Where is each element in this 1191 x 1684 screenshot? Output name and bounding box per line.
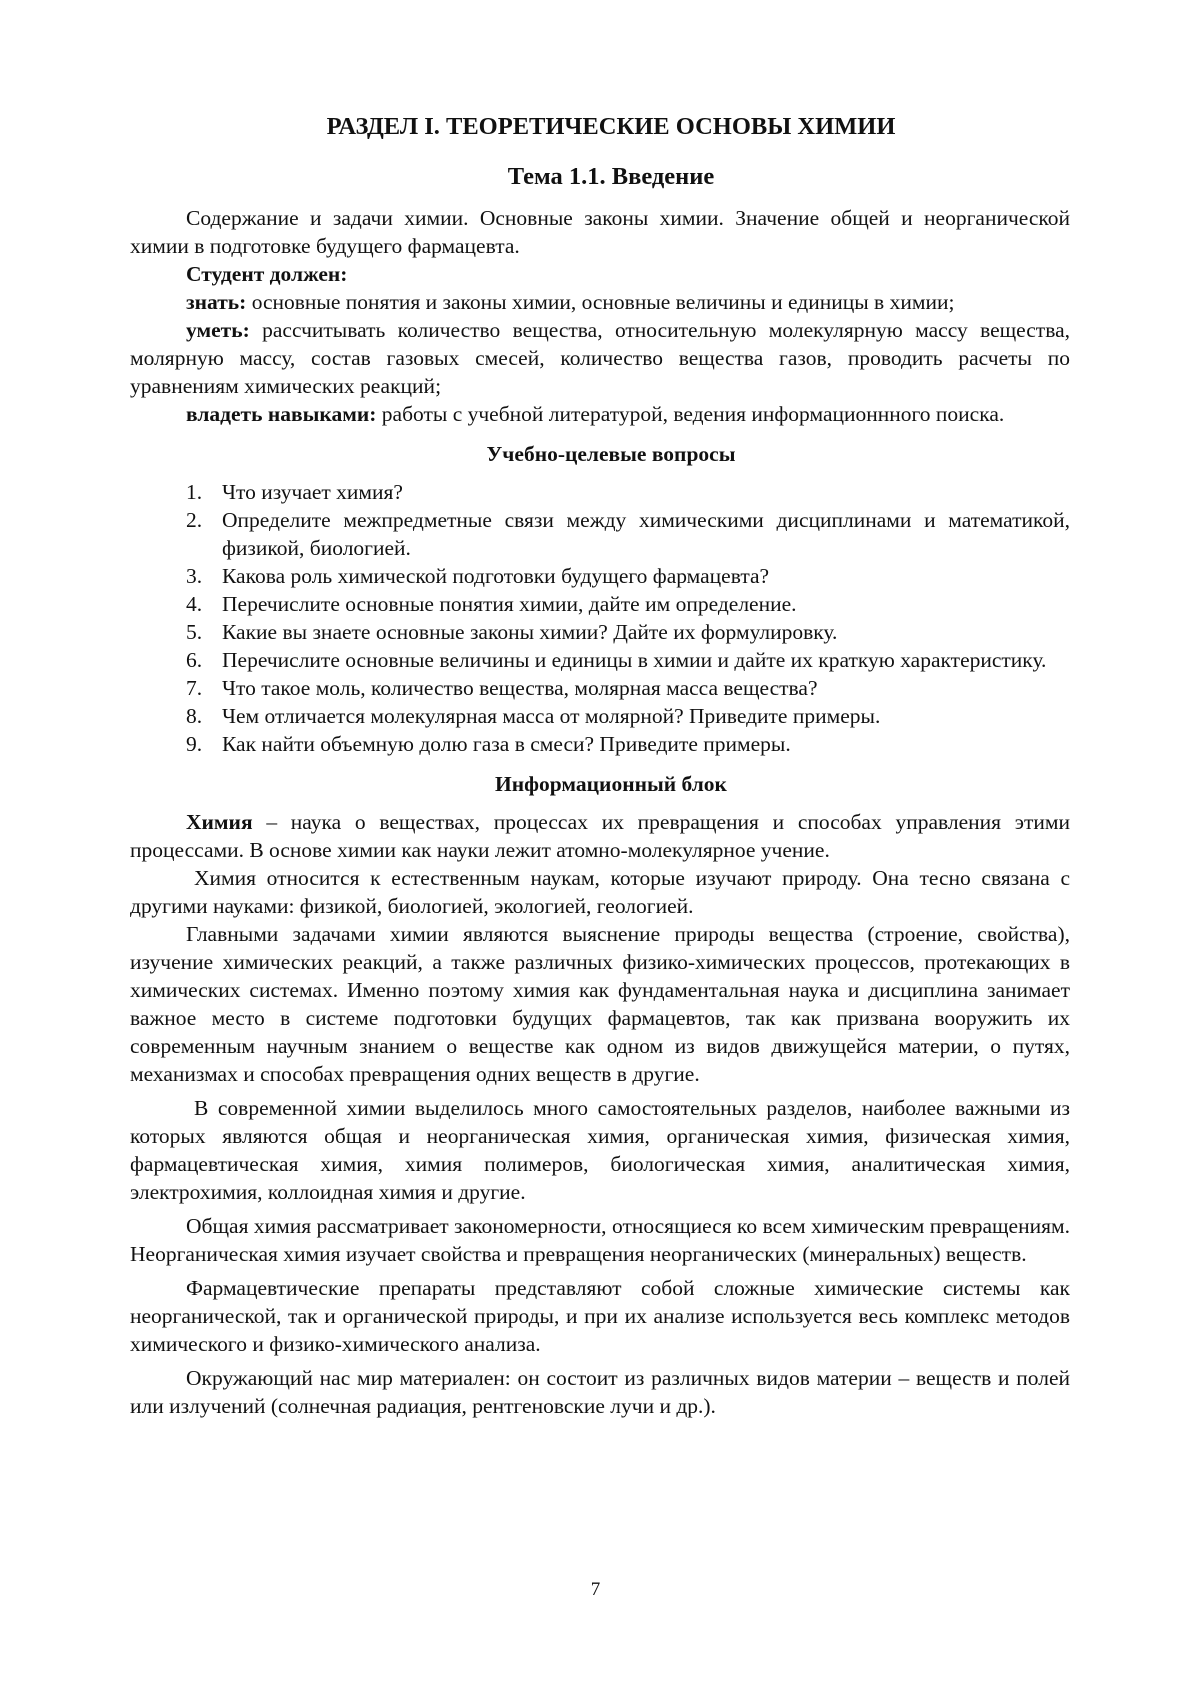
can-text: рассчитывать количество вещества, относительную молекулярную массу вещества, молярную массу, состав газовых смесей, количество вещества газов, проводить расчеты по уравнениям химических реакций; xyxy=(130,318,1070,398)
question-number: 9. xyxy=(186,732,203,756)
question-text: Перечислите основные понятия химии, дайте им определение. xyxy=(222,592,797,616)
question-number: 8. xyxy=(186,704,203,728)
question-item xyxy=(130,478,1070,506)
question-number: 1. xyxy=(186,480,203,504)
intro-paragraph: Содержание и задачи химии. Основные законы химии. Значение общей и неорганической химии в подготовке будущего фармацевта. xyxy=(130,206,1070,258)
question-number: 5. xyxy=(186,620,203,644)
question-item xyxy=(130,618,1070,646)
info-paragraph-3: Главными задачами химии являются выяснение природы вещества (строение, свойства), изучение химических реакций, а также различных физико-химических процессов, протекающих в химических системах. Именно поэтому химия как фундаментальная наука и дисциплина занимает важное место в системе подготовки будущих фармацевтов, так как призвана вооружить их современным научным знанием о веществе как одном из видов движущейся материи, о путях, механизмах и способах превращения одних веществ в другие. xyxy=(130,922,1070,1086)
student-know xyxy=(130,288,1070,316)
question-number: 2. xyxy=(186,508,203,532)
questions-heading: Учебно-целевые вопросы xyxy=(486,442,736,466)
question-text: Какие вы знаете основные законы химии? Дайте их формулировку. xyxy=(222,620,838,644)
question-text: Чем отличается молекулярная масса от молярной? Приведите примеры. xyxy=(222,704,881,728)
question-text: Какова роль химической подготовки будущего фармацевта? xyxy=(222,564,770,588)
skills-text: работы с учебной литературой, ведения информационнного поиска. xyxy=(376,402,1005,426)
topic-title: Тема 1.1. Введение xyxy=(507,163,715,190)
info-paragraph-5: Общая химия рассматривает закономерности, относящиеся ко всем химическим превращениям. Неорганическая химия изучает свойства и превращения неорганических (минеральных) веществ. xyxy=(130,1214,1070,1266)
question-item xyxy=(130,646,1070,674)
info-heading: Информационный блок xyxy=(495,772,727,796)
chemistry-definition: – наука о веществах, процессах их превращения и способах управления этими процессами. В основе химии как науки лежит атомно-молекулярное учение. xyxy=(130,810,1070,862)
info-paragraph-6: Фармацевтические препараты представляют собой сложные химические системы как неорганической, так и органической природы, и при их анализе используется весь комплекс методов химического и физико-химического анализа. xyxy=(130,1276,1070,1356)
question-text: Перечислите основные величины и единицы в химии и дайте их краткую характеристику. xyxy=(222,648,1047,672)
info-paragraph-7: Окружающий нас мир материален: он состоит из различных видов материи – веществ и полей или излучений (солнечная радиация, рентгеновские лучи и др.). xyxy=(130,1366,1070,1418)
question-item xyxy=(130,506,1070,562)
question-text: Что такое моль, количество вещества, молярная масса вещества? xyxy=(222,676,818,700)
know-text: основные понятия и законы химии, основные величины и единицы в химии; xyxy=(246,290,955,314)
student-heading xyxy=(130,260,1070,288)
question-number: 4. xyxy=(186,592,203,616)
info-paragraph-2: Химия относится к естественным наукам, которые изучают природу. Она тесно связана с другими науками: физикой, биологией, экологией, геологией. xyxy=(130,866,1070,918)
student-skills xyxy=(130,400,1070,428)
info-paragraph-1 xyxy=(130,808,1070,864)
questions-list xyxy=(130,478,1070,758)
question-text: Как найти объемную долю газа в смеси? Приведите примеры. xyxy=(222,732,791,756)
question-item xyxy=(130,730,1070,758)
chemistry-term: Химия xyxy=(186,810,253,834)
section-title: РАЗДЕЛ I. ТЕОРЕТИЧЕСКИЕ ОСНОВЫ ХИМИИ xyxy=(326,113,896,140)
question-item xyxy=(130,590,1070,618)
skills-label: владеть навыками: xyxy=(186,402,377,426)
question-text: Определите межпредметные связи между химическими дисциплинами и математикой, физикой, биологией. xyxy=(222,508,1070,560)
question-item xyxy=(130,702,1070,730)
question-text: Что изучает химия? xyxy=(222,480,403,504)
student-can xyxy=(130,316,1070,400)
info-paragraph-4: В современной химии выделилось много самостоятельных разделов, наиболее важными из которых являются общая и неорганическая химия, органическая химия, физическая химия, фармацевтическая химия, химия полимеров, биологическая химия, аналитическая химия, электрохимия, коллоидная химия и другие. xyxy=(130,1096,1070,1204)
question-number: 6. xyxy=(186,648,203,672)
question-item xyxy=(130,562,1070,590)
question-item xyxy=(130,674,1070,702)
student-heading-label: Студент должен: xyxy=(186,262,348,286)
document-page xyxy=(130,112,1070,1420)
know-label: знать: xyxy=(186,290,247,314)
can-label: уметь: xyxy=(186,318,250,342)
page-number: 7 xyxy=(590,1579,601,1600)
question-number: 7. xyxy=(186,676,203,700)
question-number: 3. xyxy=(186,564,203,588)
